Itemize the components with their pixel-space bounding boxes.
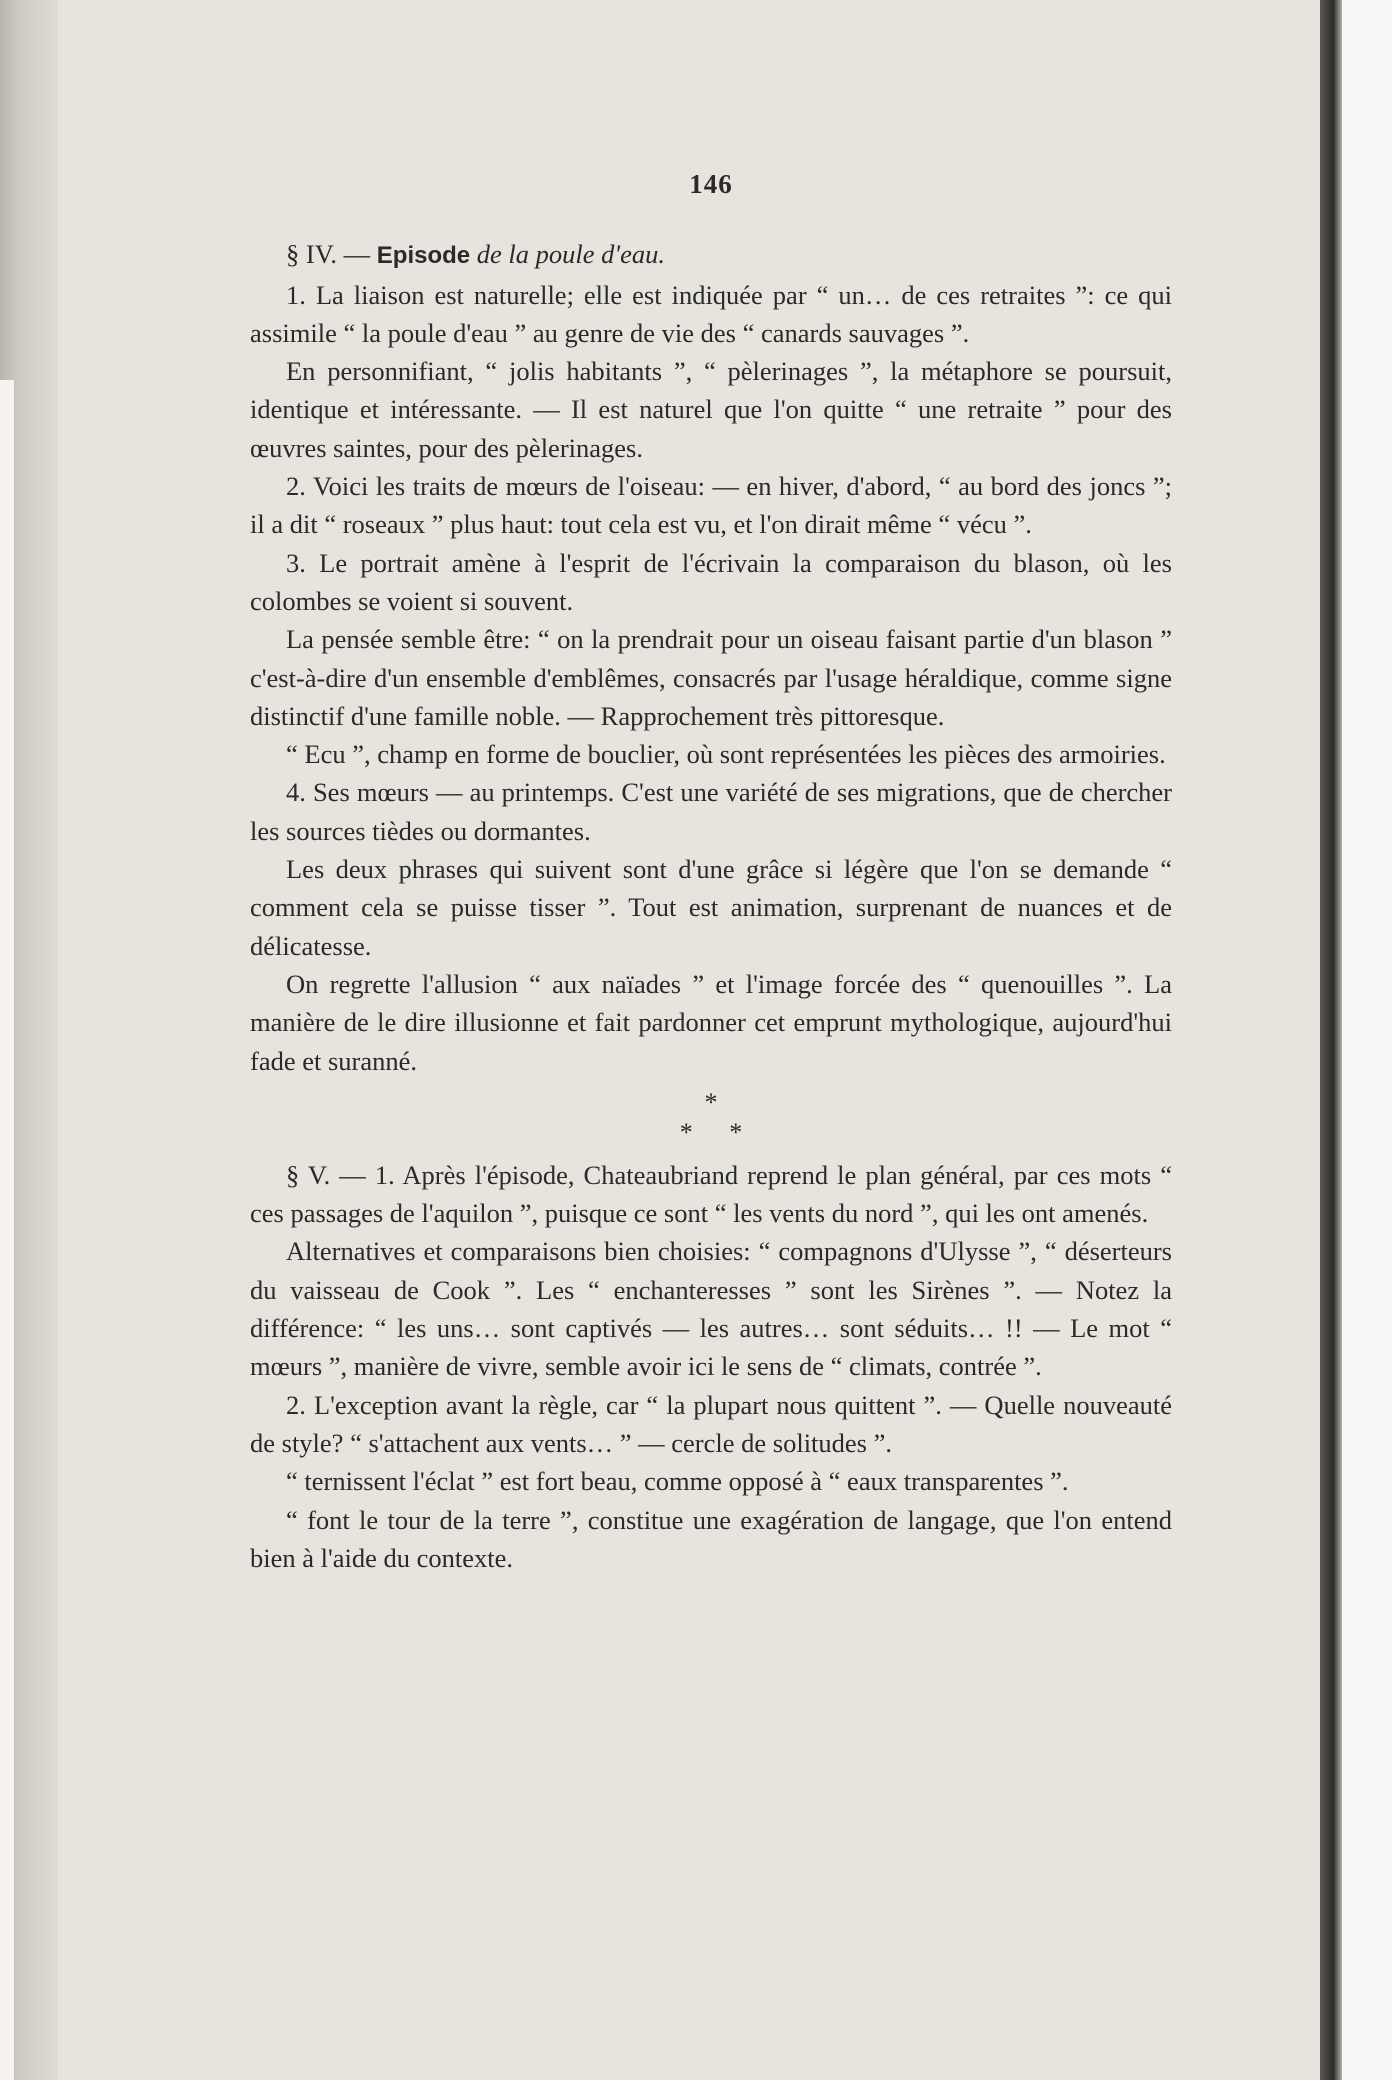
paragraph: § V. — 1. Après l'épisode, Chateaubriand reprend le plan général, par ces mots “ ces passages de l'aquilon ”, puisque ce sont “ les vents du nord ”, qui les ont amenés.	[250, 1159, 1172, 1229]
paragraph: 2. L'exception avant la règle, car “ la plupart nous quittent ”. — Quelle nouveauté de style? “ s'attachent aux vents… ” — cercle de solitudes ”.	[250, 1389, 1172, 1458]
section-4-title-bold: Episode	[376, 242, 471, 270]
asterism-separator	[250, 1088, 1172, 1148]
page-number: 146	[689, 169, 733, 199]
paragraph: 2. Voici les traits de mœurs de l'oiseau: — en hiver, d'abord, “ au bord des joncs ”; il a dit “ roseaux ” plus haut: tout cela est vu, et l'on dirait même “ vécu ”.	[250, 471, 1172, 540]
paragraph: “ ternissent l'éclat ” est fort beau, comme opposé à “ eaux transparentes ”.	[286, 1466, 1069, 1497]
book-gutter	[1320, 0, 1342, 2080]
paragraph: 3. Le portrait amène à l'esprit de l'écrivain la comparaison du blason, où les colombes se voient si souvent.	[250, 547, 1172, 616]
paragraph: Les deux phrases qui suivent sont d'une grâce si légère que l'on se demande “ comment cela se puisse tisser ”. Tout est animation, surprenant de nuances et de délicatesse.	[250, 854, 1172, 961]
next-page-edge	[1342, 0, 1392, 2080]
section-4-heading	[250, 235, 1172, 275]
paragraph: On regrette l'allusion “ aux naïades ” et l'image forcée des “ quenouilles ”. La manière de le dire illusionne et fait pardonner cet emprunt mythologique, aujourd'hui fade et suranné.	[250, 968, 1172, 1076]
paragraph: En personnifiant, “ jolis habitants ”, “ pèlerinages ”, la métaphore se poursuit, identique et intéressante. — Il est naturel que l'on quitte “ une retraite ” pour des œuvres saintes, pour des pèlerinages.	[250, 356, 1172, 463]
paragraph: La pensée semble être: “ on la prendrait pour un oiseau faisant partie d'un blason ” c'est-à-dire d'un ensemble d'emblêmes, consacrés par l'usage héraldique, comme signe distinctif d'une famille noble. — Rapprochement très pittoresque.	[250, 624, 1172, 731]
paragraph: Alternatives et comparaisons bien choisies: “ compagnons d'Ulysse ”, “ déserteurs du vaisseau de Cook ”. Les “ enchanteresses ” sont les Sirènes ”. — Notez la différence: “ les uns… sont captivés — les autres… sont séduits… !! — Le mot “ mœurs ”, manière de vivre, semble avoir ici le sens de “ climats, contrée ”.	[250, 1236, 1172, 1382]
scan-edge-strip	[0, 380, 14, 2080]
asterism-top: *	[704, 1087, 718, 1117]
asterism-bottom: * *	[679, 1117, 743, 1147]
section-4-prefix: § IV. —	[286, 239, 377, 270]
paragraph: “ Ecu ”, champ en forme de bouclier, où sont représentées les pièces des armoiries.	[286, 739, 1166, 770]
section-4-title-italic: de la poule d'eau.	[470, 239, 665, 270]
paragraph: 1. La liaison est naturelle; elle est indiquée par “ un… de ces retraites ”: ce qui assimile “ la poule d'eau ” au genre de vie des “ canards sauvages ”.	[250, 279, 1172, 348]
paragraph: 4. Ses mœurs — au printemps. C'est une variété de ses migrations, que de chercher les sources tièdes ou dormantes.	[250, 777, 1172, 846]
page-text	[250, 165, 1172, 1577]
paragraph: “ font le tour de la terre ”, constitue une exagération de langage, que l'on entend bien à l'aide du contexte.	[250, 1504, 1172, 1573]
